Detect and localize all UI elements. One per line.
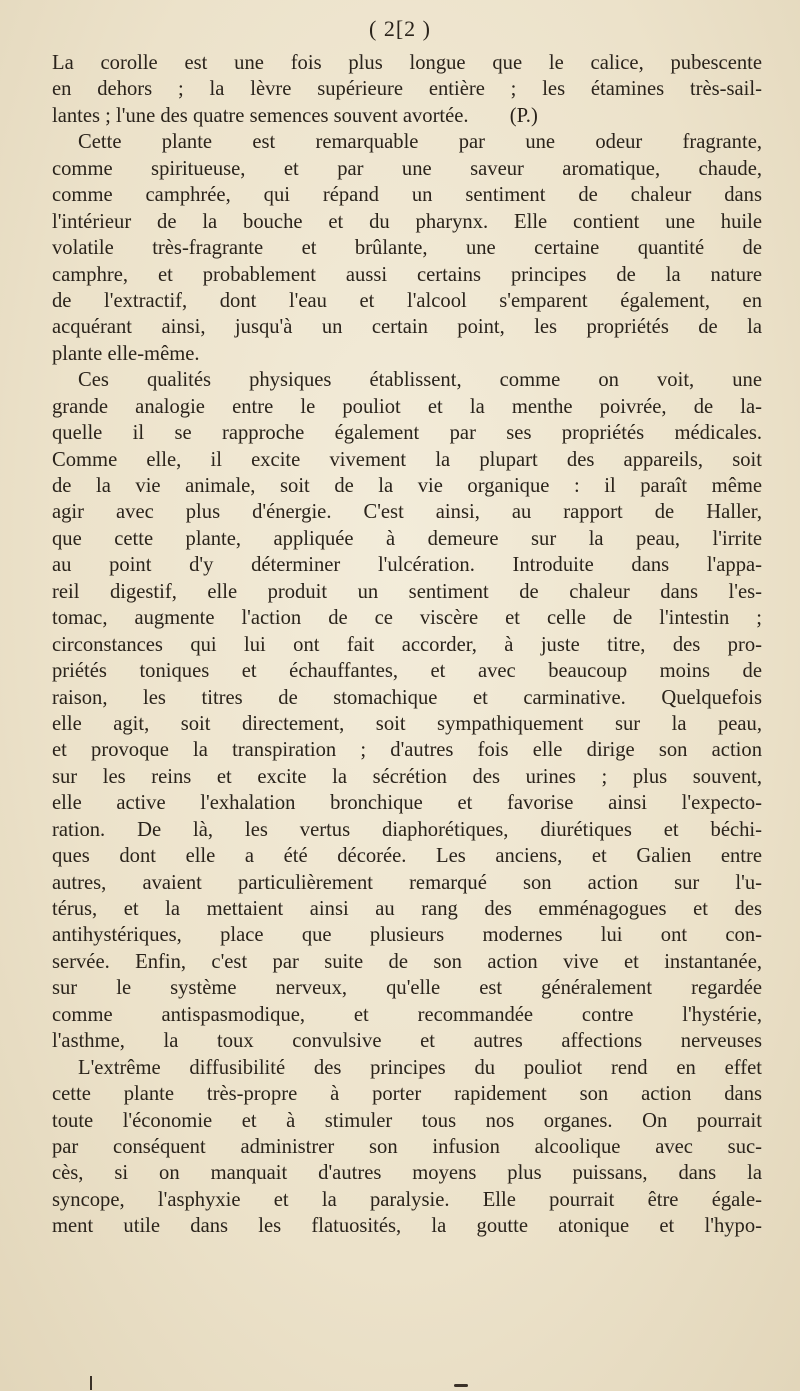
text-line: de la vie animale, soit de la vie organique : il paraît même — [52, 475, 762, 497]
text-line: comme spiritueuse, et par une saveur aromatique, chaude, — [52, 157, 762, 180]
page-number: ( 2[2 ) — [369, 16, 431, 41]
text-line: ration. De là, les vertus diaphorétiques, diurétiques et béchi- — [52, 818, 762, 841]
text-line: autres, avaient particulièrement remarqué son action sur l'u- — [52, 871, 762, 894]
text-line: servée. Enfin, c'est par suite de son action vive et instantanée, — [52, 950, 762, 973]
text-line: l'asthme, la toux convulsive et autres affections nerveuses — [52, 1030, 762, 1053]
text-line: plante elle-même. — [52, 342, 200, 365]
text-line: raison, les titres de stomachique et carminative. Quelquefois — [52, 686, 762, 709]
text-line: camphre, et probablement aussi certains principes de la nature — [52, 263, 762, 286]
text-line: comme antispasmodique, et recommandée contre l'hystérie, — [52, 1003, 762, 1026]
text-line: et provoque la transpiration ; d'autres fois elle dirige son action — [52, 739, 762, 762]
text-line: térus, et la mettaient ainsi au rang des emménagogues et des — [52, 898, 762, 920]
text-line: lantes ; l'une des quatre semences souvent avortée. (P.) — [52, 104, 538, 127]
text-line: comme camphrée, qui répand un sentiment de chaleur dans — [52, 184, 762, 207]
text-line: volatile très-fragrante et brûlante, une certaine quantité de — [52, 237, 762, 260]
text-line: priétés toniques et échauffantes, et avec beaucoup moins de — [52, 660, 762, 683]
text-line: tomac, augmente l'action de ce viscère et celle de l'intestin ; — [52, 607, 762, 630]
text-line: toute l'économie et à stimuler tous nos organes. On pourrait — [52, 1109, 762, 1132]
text-line: cette plante très-propre à porter rapidement son action dans — [52, 1083, 762, 1106]
text-line: que cette plante, appliquée à demeure sur la peau, l'irrite — [52, 527, 762, 550]
text-line: syncope, l'asphyxie et la paralysie. Elle pourrait être égale- — [52, 1188, 762, 1211]
text-line: acquérant ainsi, jusqu'à un certain point, les propriétés de la — [52, 316, 762, 339]
text-line: elle agit, soit directement, soit sympathiquement sur la peau, — [52, 712, 762, 735]
text-line: grande analogie entre le pouliot et la menthe poivrée, de la- — [52, 395, 762, 418]
body-text — [52, 50, 762, 1240]
text-line: antihystériques, place que plusieurs modernes lui ont con- — [52, 924, 762, 947]
text-line: l'intérieur de la bouche et du pharynx. Elle contient une huile — [52, 210, 762, 233]
text-line: cès, si on manquait d'autres moyens plus puissans, dans la — [52, 1162, 762, 1185]
text-line: Comme elle, il excite vivement la plupart des appareils, soit — [52, 448, 762, 471]
text-line: en dehors ; la lèvre supérieure entière ; les étamines très-sail- — [52, 78, 762, 101]
text-line: agir avec plus d'énergie. C'est ainsi, au rapport de Haller, — [52, 501, 762, 524]
text-line: ques dont elle a été décorée. Les anciens, et Galien entre — [52, 845, 762, 868]
text-line: quelle il se rapproche également par ses propriétés médicales. — [52, 422, 762, 445]
text-line: de l'extractif, dont l'eau et l'alcool s'emparent également, en — [52, 289, 762, 312]
print-mark — [454, 1384, 468, 1387]
text-line: Cette plante est remarquable par une odeur fragrante, — [78, 131, 762, 154]
text-line: La corolle est une fois plus longue que le calice, pubescente — [52, 52, 762, 74]
text-line: circonstances qui lui ont fait accorder, à juste titre, des pro- — [52, 633, 762, 656]
text-line: ment utile dans les flatuosités, la goutte atonique et l'hypo- — [52, 1215, 762, 1238]
text-line: elle active l'exhalation bronchique et favorise ainsi l'expecto- — [52, 792, 762, 815]
text-line: par conséquent administrer son infusion alcoolique avec suc- — [52, 1135, 762, 1158]
text-line: Ces qualités physiques établissent, comme on voit, une — [78, 369, 762, 392]
text-line: reil digestif, elle produit un sentiment de chaleur dans l'es- — [52, 580, 762, 603]
print-mark — [90, 1376, 92, 1390]
text-line: au point d'y déterminer l'ulcération. Introduite dans l'appa- — [52, 554, 762, 577]
text-line: sur le système nerveux, qu'elle est généralement regardée — [52, 977, 762, 1000]
text-line: L'extrême diffusibilité des principes du pouliot rend en effet — [78, 1056, 762, 1079]
text-line: sur les reins et excite la sécrétion des urines ; plus souvent, — [52, 765, 762, 788]
